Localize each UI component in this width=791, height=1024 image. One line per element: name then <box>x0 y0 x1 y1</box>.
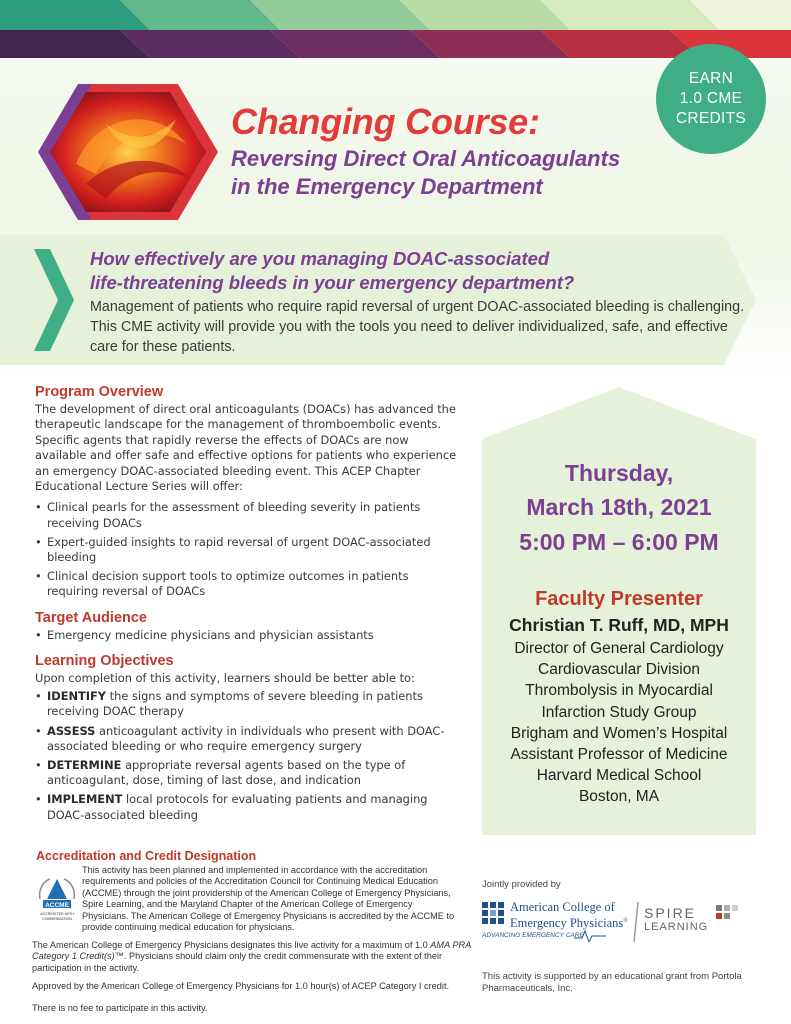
badge-line-2: 1.0 CME <box>679 90 743 107</box>
target-audience-heading: Target Audience <box>35 609 147 626</box>
list-item: • Clinical pearls for the assessment of bleeding severity in patients receiving DOACs <box>35 500 463 530</box>
event-time: 5:00 PM – 6:00 PM <box>519 529 719 555</box>
objective-text: the signs and symptoms of severe bleeding in patients receiving DOAC therapy <box>47 689 423 719</box>
program-overview-list <box>35 500 463 599</box>
list-item <box>35 758 463 788</box>
presenter-line: Boston, MA <box>578 788 660 806</box>
banner-question <box>90 247 690 295</box>
badge-line-3: CREDITS <box>675 110 747 127</box>
presenter-details <box>482 638 756 808</box>
objective-verb: ASSESS <box>47 723 96 738</box>
presenter-line: Director of General Cardiology <box>514 640 724 657</box>
acep-tagline: ADVANCING EMERGENCY CARE <box>482 932 584 939</box>
program-overview-text: The development of direct oral anticoagulants (DOACs) has advanced the therapeutic landscape for the management of thromboembolic events. Specific agents that rapidly reverse the effects of DOACs are now available and offer safe and effective options for patients who experience an emergency DOAC-associated bleeding event. This ACEP Chapter Educational Lecture Series will offer: <box>35 402 457 494</box>
learning-objectives-heading: Learning Objectives <box>35 652 174 669</box>
objective-text: anticoagulant activity in individuals who present with DOAC-associated bleeding or who require emergency surgery <box>47 723 445 753</box>
list-item: • Expert-guided insights to rapid reversal of urgent DOAC-associated bleeding <box>35 535 463 565</box>
hexagon-artwork <box>36 84 220 220</box>
acep-approval: Approved by the American College of Emergency Physicians for 1.0 hour(s) of ACEP Category I credit. <box>32 981 450 991</box>
target-audience-list <box>35 628 463 643</box>
page-title: Changing Course: <box>231 101 540 142</box>
subtitle-line-1: Reversing Direct Oral Anticoagulants <box>231 146 621 171</box>
list-item: • Emergency medicine physicians and physician assistants <box>35 628 463 643</box>
presenter-line: Brigham and Women’s Hospital <box>510 724 728 742</box>
designation-pre: The American College of Emergency Physicians designates this live activity for a maximum of 1.0 <box>32 940 431 950</box>
list-item <box>35 724 463 754</box>
list-item <box>35 689 463 719</box>
accme-logo-text: ACCME <box>45 902 69 909</box>
question-line-2: life-threatening bleeds in your emergency department? <box>90 272 575 293</box>
badge-line-1: EARN <box>688 70 734 87</box>
presenter-name: Christian T. Ruff, MD, MPH <box>509 615 729 635</box>
question-line-1: How effectively are you managing DOAC-associated <box>90 248 550 269</box>
accreditation-heading: Accreditation and Credit Designation <box>36 849 257 863</box>
objective-text: local protocols for evaluating patients and managing DOAC-associated bleeding <box>47 792 428 822</box>
program-overview-heading: Program Overview <box>35 384 164 400</box>
spire-subtitle: LEARNING <box>644 921 709 933</box>
presenter-line: Harvard Medical School <box>536 767 702 785</box>
learning-objectives-intro: Upon completion of this activity, learners should be better able to: <box>35 670 415 685</box>
subtitle-line-2: in the Emergency Department <box>231 174 543 199</box>
accme-logo <box>36 877 78 927</box>
top-stripes <box>0 0 791 62</box>
spire-wordmark: SPIRE <box>644 905 697 921</box>
objective-verb: DETERMINE <box>47 758 122 773</box>
objective-verb: IMPLEMENT <box>47 792 123 807</box>
jointly-provided-label: Jointly provided by <box>482 879 561 890</box>
cme-credits-badge <box>656 44 766 154</box>
credit-designation <box>32 940 472 974</box>
support-statement: This activity is supported by an educational grant from Portola Pharmaceuticals, Inc. <box>482 971 742 994</box>
presenter-line: Assistant Professor of Medicine <box>510 746 728 764</box>
presenter-line: Cardiovascular Division <box>538 661 700 679</box>
left-column <box>35 384 463 827</box>
acep-name-text: American College of Emergency Physicians <box>510 900 624 930</box>
page-subtitle <box>231 145 671 201</box>
designation-credit: AMA PRA Category 1 Credit(s) <box>32 940 471 962</box>
objective-text: appropriate reversal agents based on the type of anticoagulant, dose, timing of last dose, and indication <box>47 758 406 788</box>
acep-name <box>510 901 640 930</box>
presenter-line: Thrombolysis in Myocardial <box>525 682 713 700</box>
faculty-heading: Faculty Presenter <box>535 588 703 610</box>
presenter-line: Infarction Study Group <box>541 703 697 721</box>
accme-logo-sub1: ACCREDITED WITH <box>40 912 74 916</box>
acep-registered-mark: ® <box>623 917 628 924</box>
learning-objectives-list <box>35 689 463 823</box>
accreditation-text: This activity has been planned and implemented in accordance with the accreditation requirements and policies of the Accreditation Council for Continuing Medical Education (ACCME) through the joint providership of the American College of Emergency Physicians, Spire Learning, and the Maryland Chapter of the American College of Emergency Physicians. The American College of Emergency Physicians is accredited by the ACCME to provide continuing medical education for physicians. <box>82 865 455 933</box>
designation-post: ™. Physicians should claim only the credit commensurate with the extent of their participation in the activity. <box>32 951 443 973</box>
accme-logo-sub2: COMMENDATION <box>42 917 72 921</box>
fee-note: There is no fee to participate in this activity. <box>32 1003 208 1013</box>
event-date: March 18th, 2021 <box>526 494 712 520</box>
list-item <box>35 792 463 822</box>
objective-verb: IDENTIFY <box>47 689 107 704</box>
event-day: Thursday, <box>564 460 674 486</box>
banner-body-text: Management of patients who require rapid reversal of urgent DOAC-associated bleeding is challenging. This CME activity will provide you with the tools you need to deliver individualized, safe, and effective care for these patients. <box>90 299 745 355</box>
list-item: • Clinical decision support tools to optimize outcomes in patients requiring reversal of DOACs <box>35 569 463 599</box>
